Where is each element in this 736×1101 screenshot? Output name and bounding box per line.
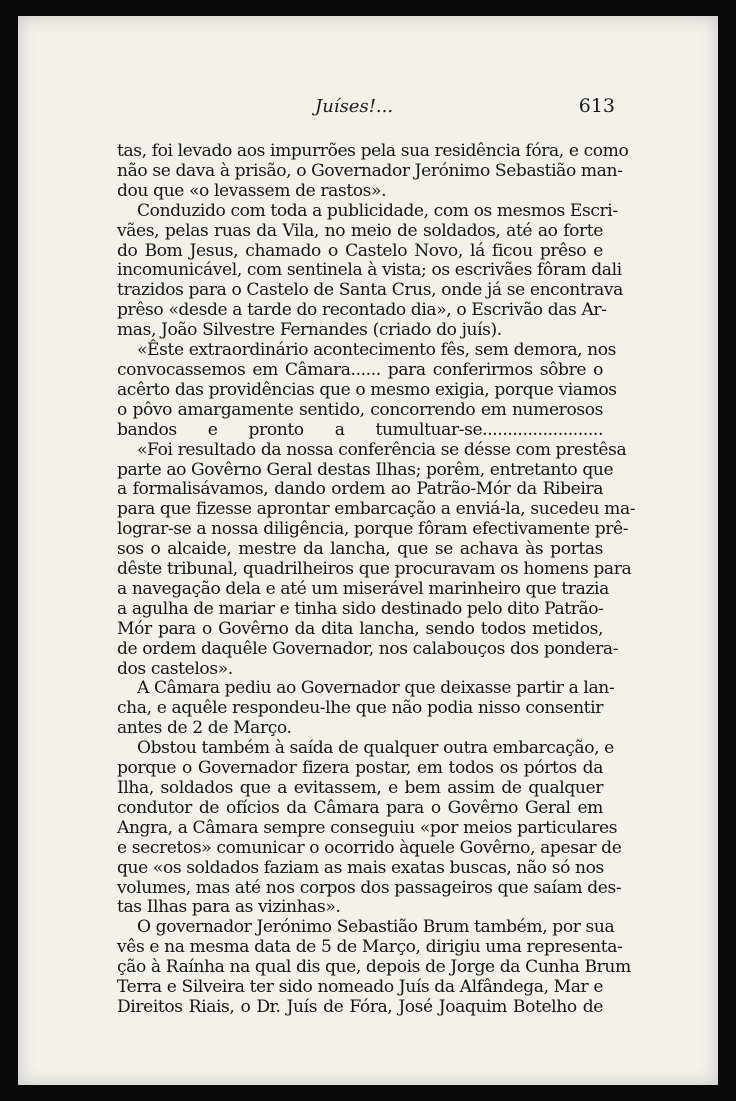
text-line: Terra e Silveira ter sido nomeado Juís da Alfândega, Mar e [117,977,604,998]
text-line: dêste tribunal, quadrilheiros que procuravam os homens para [117,559,632,580]
text-line: parte ao Govêrno Geral destas Ilhas; porêm, entretanto que [117,459,614,480]
text-line: o pôvo amargamente sentido, concorrendo em numerosos [117,399,603,420]
text-line: bandos e pronto a tumultuar-se........................ [117,419,603,440]
text-line: acêrto das providências que o mesmo exigia, porque viamos [117,379,617,400]
text-line: para que fizesse aprontar embarcação a enviá-la, sucedeu ma- [117,499,636,520]
text-line: convocassemos em Câmara...... para conferirmos sôbre o [117,359,603,380]
text-line: Obstou também à saída de qualquer outra embarcação, e [137,738,614,759]
text-line: a formalisávamos, dando ordem ao Patrão-Mór da Ribeira [117,479,603,500]
text-line: a agulha de mariar e tinha sido destinado pelo dito Patrão- [117,598,604,619]
body-text [117,141,636,1018]
text-line: ção à Raínha na qual dis que, depois de Jorge da Cunha Brum [117,957,631,978]
text-line: tas, foi levado aos impurrões pela sua residência fóra, e como [117,141,629,161]
text-line: volumes, mas até nos corpos dos passageiros que saíam des- [117,877,622,898]
text-line: dou que «o levassem de rastos». [117,180,387,201]
text-line: «Foi resultado da nossa conferência se désse com prestêsa [137,439,627,460]
text-line: sos o alcaide, mestre da lancha, que se achava às portas [117,539,603,560]
text-line: O governador Jerónimo Sebastião Brum também, por sua [137,917,615,938]
text-line: e secretos» comunicar o ocorrido àquele Govêrno, apesar de [117,837,622,858]
text-line: Conduzido com toda a publicidade, com os mesmos Escri- [137,200,618,221]
text-line: do Bom Jesus, chamado o Castelo Novo, lá ficou prêso e [117,240,603,261]
text-line: porque o Governador fizera postar, em todos os pórtos da [117,758,603,779]
book-page [18,16,718,1085]
text-line: condutor de ofícios da Câmara para o Govêrno Geral em [117,797,603,818]
paragraph-3 [117,340,617,441]
paragraph-4 [117,439,636,680]
paragraph-2 [117,200,623,341]
text-line: que «os soldados faziam as mais exatas buscas, não só nos [117,857,604,878]
paragraph-7 [117,917,631,1018]
text-line: dos castelos». [117,658,233,679]
text-line: Mór para o Govêrno da dita lancha, sendo todos metidos, [117,618,603,639]
text-line: Angra, a Câmara sempre conseguiu «por meios particulares [117,817,618,838]
paragraph-5 [117,678,615,739]
page-number: 613 [578,95,615,117]
paragraph-1 [117,141,629,202]
text-line: prêso «desde a tarde do recontado dia», o Escrivão das Ar- [117,300,607,321]
text-line: A Câmara pediu ao Governador que deixasse partir a lan- [137,678,615,699]
text-line: «Êste extraordinário acontecimento fês, sem demora, nos [137,340,617,361]
text-line: lograr-se a nossa diligência, porque fôram efectivamente prê- [117,519,629,540]
text-line: vães, pelas ruas da Vila, no meio de soldados, até ao forte [117,220,603,241]
text-line: trazidos para o Castelo de Santa Crus, onde já se encontrava [117,280,623,301]
text-line: vês e na mesma data de 5 de Março, dirigiu uma representa- [117,937,623,958]
text-line: tas Ilhas para as vizinhas». [117,897,341,918]
text-line: de ordem daquêle Governador, nos calabouços dos pondera- [117,638,619,659]
text-line: mas, João Silvestre Fernandes (criado do juís). [117,320,502,341]
paragraph-6 [117,738,622,918]
text-line: a navegação dela e até um miserável marinheiro que trazia [117,578,609,599]
text-line: não se dava à prisão, o Governador Jerónimo Sebastião man- [117,160,623,181]
running-title: Juíses!... [315,96,394,117]
text-line: antes de 2 de Março. [117,718,292,739]
text-line: cha, e aquêle respondeu-lhe que não podia nisso consentir [117,698,603,719]
text-line: Ilha, soldados que a evitassem, e bem assim de qualquer [117,778,603,798]
text-line: Direitos Riais, o Dr. Juís de Fóra, José Joaquim Botelho de [117,996,603,1017]
text-line: incomunicável, com sentinela à vista; os escrivães fôram dali [117,260,622,281]
page-header [18,92,718,120]
